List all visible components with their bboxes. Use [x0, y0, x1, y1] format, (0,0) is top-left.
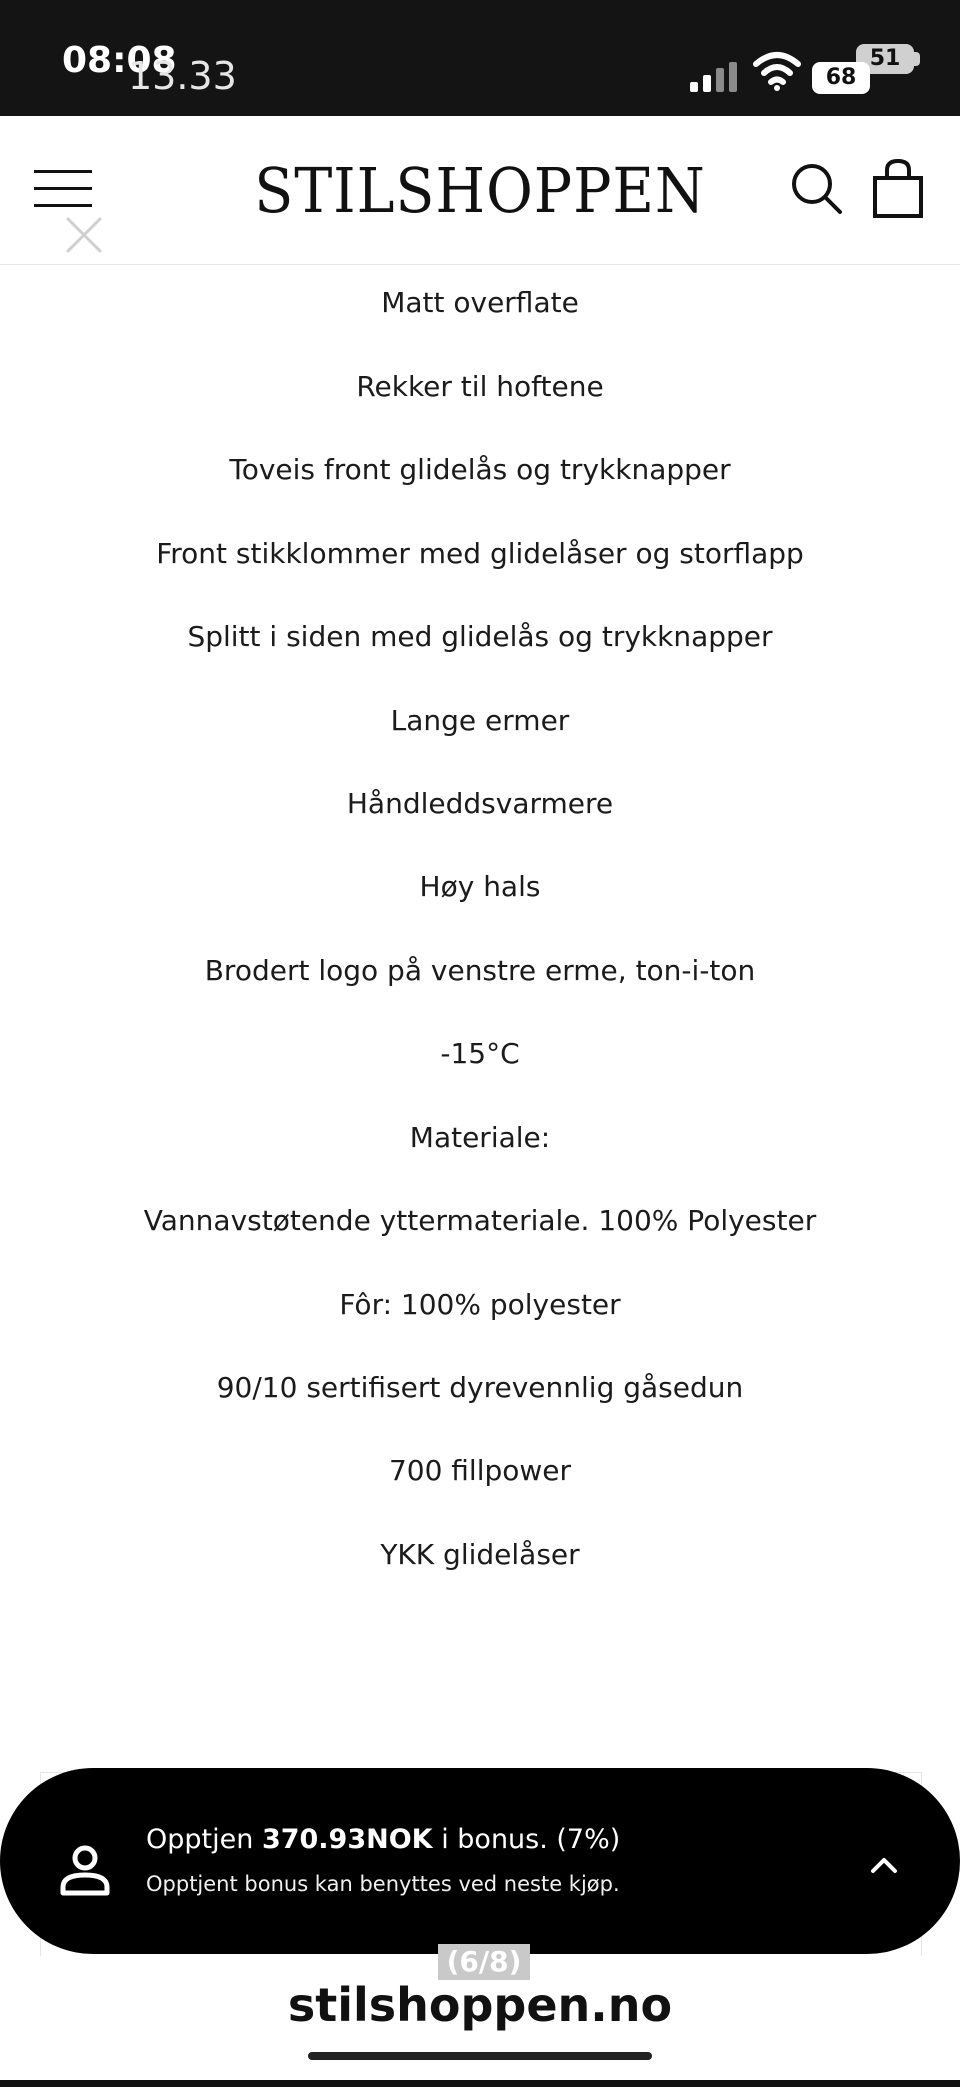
description-line: YKK glidelåser [380, 1538, 580, 1571]
battery-tip [914, 52, 920, 66]
page-counter: (6/8) [438, 1944, 530, 1980]
description-line: Fôr: 100% polyester [339, 1288, 621, 1321]
site-header [0, 116, 960, 265]
description-line: Splitt i siden med glidelås og trykknapper [187, 620, 773, 653]
description-line: Brodert logo på venstre erme, ton-i-ton [204, 954, 756, 987]
bonus-subtitle: Opptjent bonus kan benyttes ved neste kjøp. [146, 1872, 620, 1896]
home-indicator[interactable] [308, 2052, 652, 2060]
battery-indicator: 68 [812, 62, 870, 94]
description-line: -15°C [440, 1037, 520, 1070]
site-domain: stilshoppen.no [287, 1978, 673, 2032]
bonus-suffix: i bonus. (7%) [441, 1824, 621, 1855]
description-line: Matt overflate [381, 286, 579, 319]
site-logo[interactable]: STILSHOPPEN [254, 154, 706, 227]
battery-indicator-secondary: 51 [856, 44, 914, 74]
description-line: 700 fillpower [388, 1454, 572, 1487]
chevron-up-icon[interactable] [868, 1853, 900, 1877]
description-line: Vannavstøtende yttermateriale. 100% Polyester [143, 1204, 817, 1237]
person-icon [58, 1843, 112, 1897]
wifi-icon [752, 48, 802, 92]
status-time: 08:08 [62, 40, 177, 81]
description-line: Materiale: [409, 1121, 551, 1154]
description-line: 90/10 sertifisert dyrevennlig gåsedun [216, 1371, 744, 1404]
bonus-prefix: Opptjen [146, 1824, 254, 1855]
bonus-headline [146, 1824, 620, 1855]
description-line: Lange ermer [390, 704, 570, 737]
description-line: Håndleddsvarmere [346, 787, 614, 820]
description-line: Rekker til hoftene [356, 370, 604, 403]
status-time-overlay: 13.33 [128, 54, 237, 98]
bonus-amount: 370.93NOK [261, 1824, 433, 1855]
description-line: Toveis front glidelås og trykknapper [229, 453, 731, 486]
description-line: Front stikklommer med glidelåser og storflapp [156, 537, 804, 570]
bonus-banner[interactable] [0, 1768, 960, 1954]
search-icon[interactable] [790, 162, 844, 216]
bottom-edge [0, 2080, 960, 2087]
shopping-bag-icon[interactable] [870, 158, 926, 220]
status-bar [0, 0, 960, 116]
description-line: Høy hals [419, 870, 541, 903]
cellular-signal-icon [688, 62, 740, 94]
